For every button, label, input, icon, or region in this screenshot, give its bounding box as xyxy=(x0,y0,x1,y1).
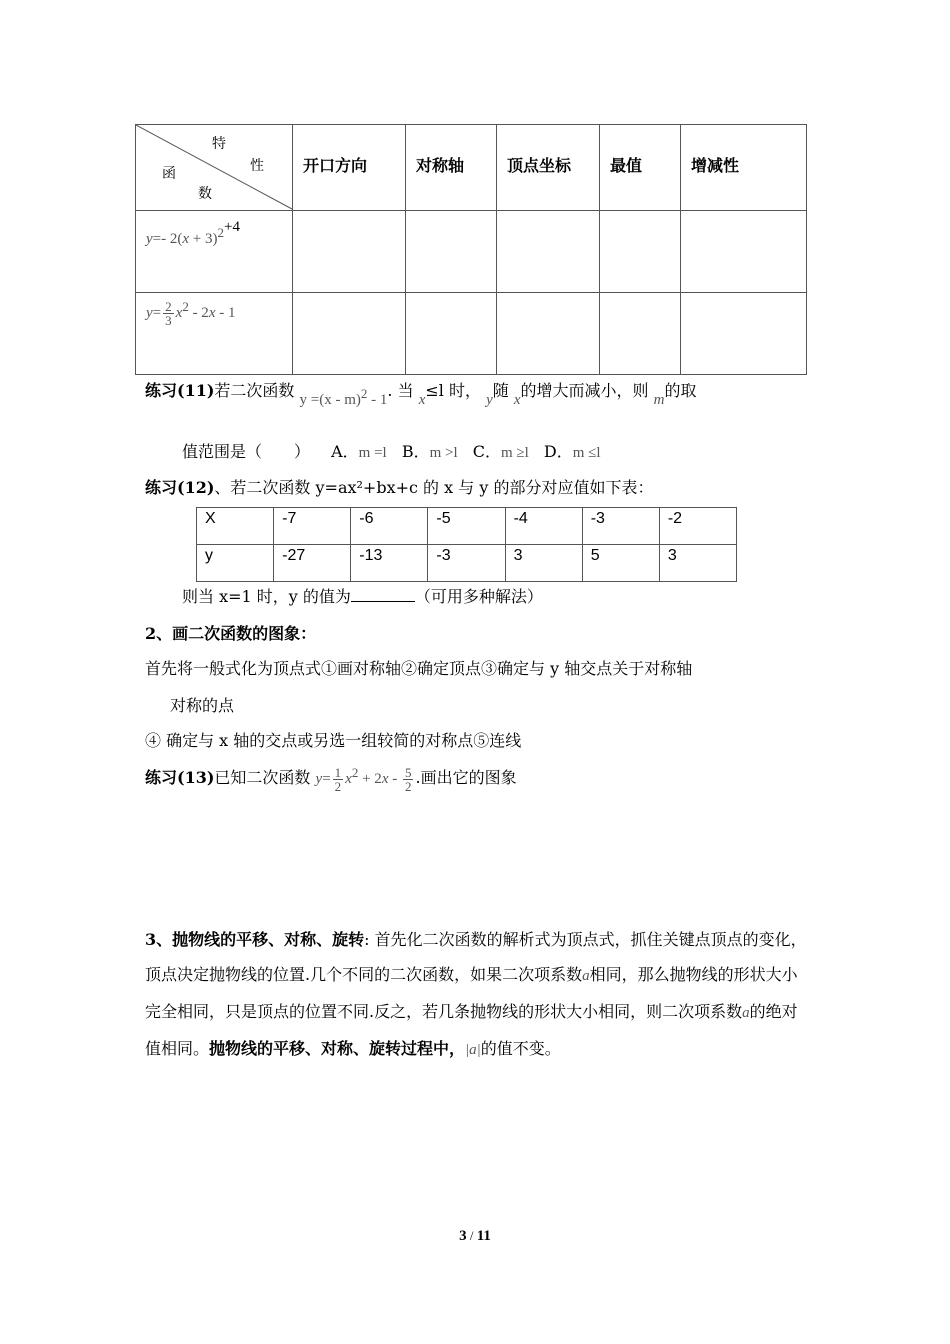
header-vertex: 顶点坐标 xyxy=(497,125,600,211)
table-cell: -7 xyxy=(274,508,351,545)
exercise-13: 练习(13)已知二次函数 y= $\frac{1}{2}$ $x^2 + 2x$ - $\frac{5}{2}$ .画出它的图象 xyxy=(145,765,517,795)
table-row xyxy=(136,211,807,293)
table-cell: -3 xyxy=(582,508,659,545)
section-2-line1: 首先将一般式化为顶点式①画对称轴②确定顶点③确定与 y 轴交点关于对称轴 xyxy=(145,659,693,678)
diag-text-bottom: 数 xyxy=(198,186,212,202)
exercise-12-question: 则当 x=1 时，y 的值为 （可用多种解法） xyxy=(182,587,543,606)
table-header-row xyxy=(136,125,807,211)
exercise-11-formula: y =(x - m)$^2$ - 1 xyxy=(299,386,388,408)
cell-empty xyxy=(681,211,807,293)
table-row xyxy=(136,293,807,375)
cell-empty xyxy=(293,293,406,375)
page-number: 3 / 11 xyxy=(459,1228,491,1244)
cell-empty xyxy=(681,293,807,375)
cell-empty xyxy=(406,211,497,293)
section-3-paragraph: 3、抛物线的平移、对称、旋转: 首先化二次函数的解析式为顶点式，抓住关键点顶点的变化，顶点决定抛物线的位置.几个不同的二次函数，如果二次项系数a相同，那么抛物线的形状大小完全相同，只是顶点的位置不同.反之，若几条抛物线的形状大小相同，则二次项系数a的绝对值相同。抛物线的平移、对称、旋转过程中，|a|的值不变。 xyxy=(145,930,807,1058)
diag-text-top: 特 xyxy=(212,136,226,152)
table-cell: X xyxy=(197,508,274,545)
cell-empty xyxy=(293,211,406,293)
header-symmetry-axis: 对称轴 xyxy=(406,125,497,211)
cell-empty xyxy=(600,211,681,293)
section-2-line2: 对称的点 xyxy=(170,696,235,715)
table-cell: 3 xyxy=(505,545,582,582)
header-monotonicity: 增减性 xyxy=(681,125,807,211)
properties-table xyxy=(135,124,807,375)
cell-empty xyxy=(600,293,681,375)
table-cell: -4 xyxy=(505,508,582,545)
table-cell: 5 xyxy=(582,545,659,582)
table-cell: -6 xyxy=(351,508,428,545)
function-2: y= $\frac{2}{3}$ $x^2 - 2x - 1$ xyxy=(146,299,236,329)
cell-empty xyxy=(406,293,497,375)
table-cell: -27 xyxy=(274,545,351,582)
exercise-13-formula: y= $\frac{1}{2}$ $x^2 + 2x$ - $\frac{5}{2}$ xyxy=(315,765,412,795)
table-cell: 3 xyxy=(659,545,736,582)
table-cell: -3 xyxy=(428,545,505,582)
exercise-11-line1: 练习(11)若二次函数 y =(x - m)$^2$ - 1. 当 x≤l 时， y随 x的增大而减小，则 m的取 xyxy=(145,381,697,408)
cell-empty xyxy=(497,293,600,375)
answer-blank xyxy=(351,587,415,602)
value-table xyxy=(196,507,737,582)
table-cell: -13 xyxy=(351,545,428,582)
table-cell: y xyxy=(197,545,274,582)
diag-text-right: 性 xyxy=(250,158,264,174)
section-2-line3: ④ 确定与 x 轴的交点或另选一组较简的对称点⑤连线 xyxy=(145,731,522,750)
function-cell-2 xyxy=(136,293,293,375)
header-opening-direction: 开口方向 xyxy=(293,125,406,211)
header-extremum: 最值 xyxy=(600,125,681,211)
table-row-y xyxy=(197,545,737,582)
function-1: y=- $2(x + 3)^2+4$ xyxy=(146,219,240,247)
cell-empty xyxy=(497,211,600,293)
diag-text-left: 函 xyxy=(162,166,176,182)
section-2-title: 2、画二次函数的图象： xyxy=(145,624,317,643)
table-cell: -2 xyxy=(659,508,736,545)
exercise-12-text: 练习(12)、若二次函数 y=ax²+bx+c 的 x 与 y 的部分对应值如下表： xyxy=(145,478,654,497)
table-cell: -5 xyxy=(428,508,505,545)
diagonal-header-cell xyxy=(136,125,293,211)
exercise-11-options: 值范围是（ ） A．m =l B．m >l C．m ≥l D．m ≤l xyxy=(182,442,601,461)
function-cell-1 xyxy=(136,211,293,293)
table-row-x xyxy=(197,508,737,545)
